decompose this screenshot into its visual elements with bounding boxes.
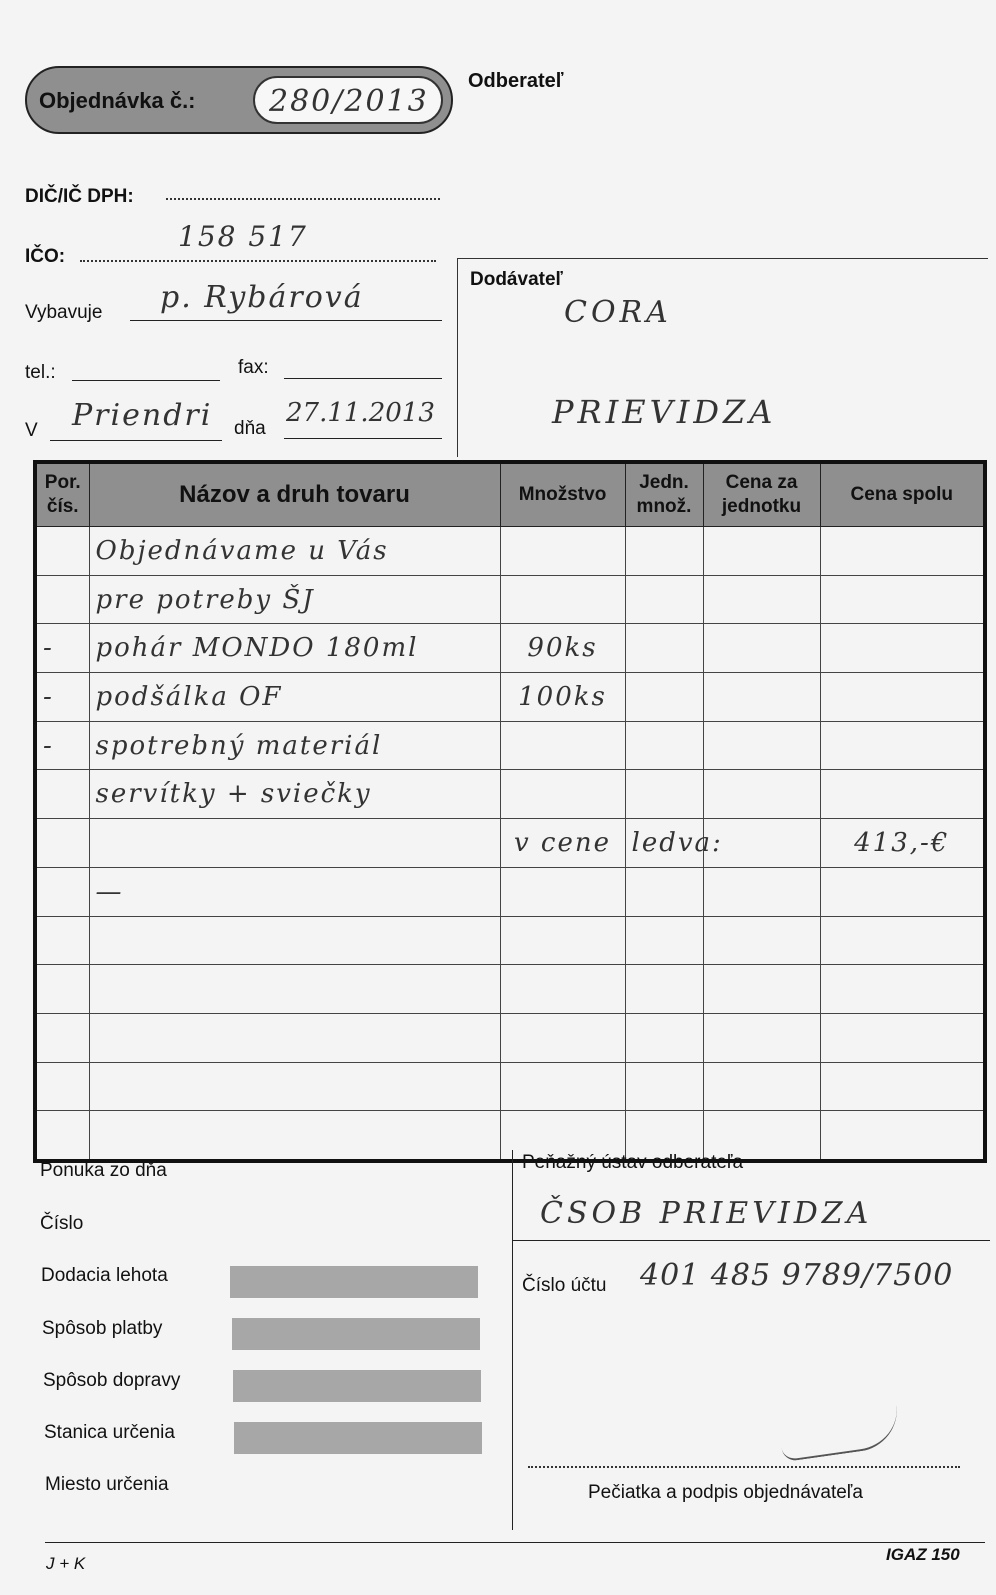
cell-total	[820, 867, 985, 916]
delivery-term-label: Dodacia lehota	[41, 1265, 168, 1286]
cell-name: pre potreby ŠJ	[89, 575, 500, 624]
place-label: V	[25, 420, 38, 441]
cell-unit-price	[703, 575, 820, 624]
cell-unit-price	[703, 624, 820, 673]
cell-unit-price	[703, 527, 820, 576]
cell-unit	[625, 527, 703, 576]
cell-no	[35, 1111, 89, 1161]
table-row	[35, 527, 985, 576]
table-row	[35, 575, 985, 624]
cell-no: -	[35, 673, 89, 722]
table-row	[35, 1111, 985, 1161]
cell-name: servítky + sviečky	[89, 770, 500, 819]
bank-label: Peňažný ústav odberateľa	[522, 1152, 744, 1173]
table-row	[35, 916, 985, 965]
place-value: Priendri	[72, 398, 213, 433]
supplier-label: Dodávateľ	[470, 269, 563, 290]
cell-unit	[625, 575, 703, 624]
cell-total	[820, 1013, 985, 1062]
cell-qty: 90ks	[500, 624, 625, 673]
cell-qty	[500, 965, 625, 1014]
cell-name	[89, 819, 500, 868]
cell-name: podšálka OF	[89, 673, 500, 722]
cell-unit-price	[703, 867, 820, 916]
cell-qty	[500, 867, 625, 916]
cell-total	[820, 916, 985, 965]
cell-unit	[625, 867, 703, 916]
cell-qty	[500, 1062, 625, 1111]
cell-unit	[625, 721, 703, 770]
offer-date-label: Ponuka zo dňa	[40, 1160, 167, 1181]
cell-qty	[500, 721, 625, 770]
cell-no	[35, 1062, 89, 1111]
table-row	[35, 673, 985, 722]
dic-line	[166, 198, 440, 200]
col-header-unit-price: Cena za jednotku	[703, 462, 820, 527]
cell-name: —	[89, 867, 500, 916]
cell-unit	[625, 624, 703, 673]
cell-qty	[500, 575, 625, 624]
cell-qty	[500, 916, 625, 965]
cell-unit-price	[703, 721, 820, 770]
cell-no	[35, 965, 89, 1014]
cell-name: pohár MONDO 180ml	[89, 624, 500, 673]
transport-method-label: Spôsob dopravy	[43, 1370, 181, 1391]
cell-no	[35, 575, 89, 624]
cell-total	[820, 770, 985, 819]
tel-line	[72, 380, 220, 381]
table-row	[35, 867, 985, 916]
cell-name	[89, 916, 500, 965]
customer-label: Odberateľ	[468, 70, 564, 92]
ico-label: IČO:	[25, 246, 66, 267]
cell-total	[820, 965, 985, 1014]
col-header-name: Názov a druh tovaru	[89, 462, 500, 527]
place-line	[50, 440, 222, 441]
cell-name	[89, 1062, 500, 1111]
cell-qty: v cene	[500, 819, 625, 868]
signature-line	[528, 1466, 960, 1468]
destination-place-label: Miesto určenia	[45, 1474, 169, 1495]
date-label: dňa	[234, 418, 266, 439]
ico-line	[80, 260, 436, 262]
cell-total	[820, 575, 985, 624]
order-label: Objednávka č.:	[39, 88, 196, 113]
cell-total	[820, 527, 985, 576]
cell-unit-price	[703, 916, 820, 965]
cell-qty	[500, 527, 625, 576]
table-row	[35, 819, 985, 868]
signature-scribble	[778, 1404, 903, 1462]
footer-right: IGAZ 150	[886, 1545, 960, 1564]
order-number: 280/2013	[269, 84, 429, 119]
cell-total	[820, 673, 985, 722]
cell-unit-price	[703, 965, 820, 1014]
cell-total	[820, 1062, 985, 1111]
footer-left: J + K	[46, 1554, 86, 1573]
col-header-total: Cena spolu	[820, 462, 985, 527]
cell-no	[35, 916, 89, 965]
destination-station-field	[234, 1422, 482, 1454]
cell-name	[89, 1013, 500, 1062]
cell-total	[820, 1111, 985, 1161]
col-header-no: Por. čís.	[35, 462, 89, 527]
cell-unit-price	[703, 673, 820, 722]
cell-unit	[625, 965, 703, 1014]
order-number-field	[253, 76, 443, 124]
cell-name	[89, 965, 500, 1014]
cell-total: 413,-€	[820, 819, 985, 868]
transport-method-field	[233, 1370, 481, 1402]
items-table	[33, 460, 987, 1163]
cell-qty	[500, 770, 625, 819]
cell-unit	[625, 673, 703, 722]
table-row	[35, 770, 985, 819]
table-row	[35, 965, 985, 1014]
dic-label: DIČ/IČ DPH:	[25, 186, 134, 207]
cell-total	[820, 721, 985, 770]
payment-method-label: Spôsob platby	[42, 1318, 163, 1339]
cell-unit-price	[703, 1062, 820, 1111]
bank-line	[512, 1240, 990, 1241]
supplier-city: PRIEVIDZA	[552, 393, 777, 431]
cell-unit	[625, 1013, 703, 1062]
footer-line	[45, 1542, 985, 1543]
cell-unit: ledva:	[625, 819, 703, 868]
cell-unit-price	[703, 1013, 820, 1062]
cell-no	[35, 1013, 89, 1062]
fax-label: fax:	[238, 357, 269, 378]
cell-unit	[625, 916, 703, 965]
payment-method-field	[232, 1318, 480, 1350]
cell-no	[35, 819, 89, 868]
handled-by-label: Vybavuje	[25, 302, 103, 323]
cell-no	[35, 867, 89, 916]
tel-label: tel.:	[25, 362, 56, 383]
destination-station-label: Stanica určenia	[44, 1422, 175, 1443]
account-value: 401 485 9789/7500	[640, 1258, 954, 1293]
cell-qty	[500, 1013, 625, 1062]
ico-value: 158 517	[178, 220, 308, 253]
handled-by-value: p. Rybárová	[160, 280, 364, 315]
stamp-label: Pečiatka a podpis objednávateľa	[588, 1482, 863, 1503]
cell-unit	[625, 770, 703, 819]
cell-no: -	[35, 624, 89, 673]
table-header-row	[35, 462, 985, 527]
cell-name: Objednávame u Vás	[89, 527, 500, 576]
col-header-qty: Množstvo	[500, 462, 625, 527]
cell-qty: 100ks	[500, 673, 625, 722]
delivery-term-field	[230, 1266, 478, 1298]
account-label: Číslo účtu	[522, 1275, 607, 1296]
table-row	[35, 721, 985, 770]
number-label: Číslo	[40, 1213, 84, 1234]
bank-value: ČSOB PRIEVIDZA	[540, 1196, 873, 1231]
order-number-box	[25, 66, 453, 134]
cell-no: -	[35, 721, 89, 770]
fax-line	[284, 378, 442, 379]
date-line	[284, 438, 442, 439]
table-row	[35, 624, 985, 673]
cell-name: spotrebný materiál	[89, 721, 500, 770]
table-row	[35, 1062, 985, 1111]
cell-total	[820, 624, 985, 673]
col-header-unit: Jedn. množ.	[625, 462, 703, 527]
bottom-divider	[512, 1150, 513, 1530]
supplier-name: CORA	[564, 295, 672, 330]
cell-unit-price	[703, 770, 820, 819]
date-value: 27.11.2013	[286, 398, 435, 428]
cell-no	[35, 770, 89, 819]
supplier-box	[457, 258, 988, 457]
cell-unit	[625, 1062, 703, 1111]
table-row	[35, 1013, 985, 1062]
handled-by-line	[130, 320, 442, 321]
cell-no	[35, 527, 89, 576]
cell-name	[89, 1111, 500, 1161]
